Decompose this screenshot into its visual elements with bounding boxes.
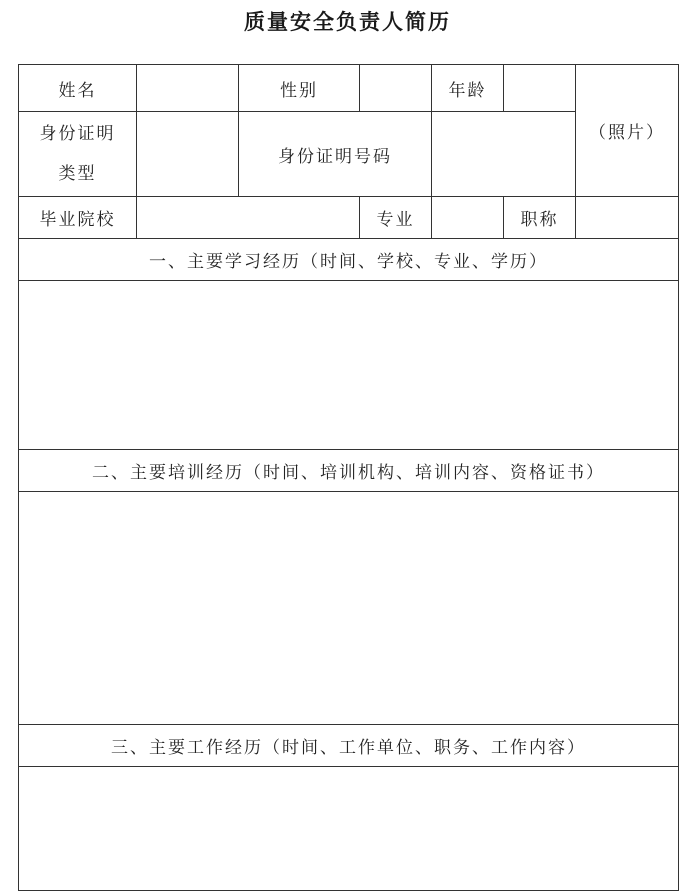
gender-field[interactable] xyxy=(360,65,432,112)
resume-form-table xyxy=(18,64,679,891)
page-title: 质量安全负责人简历 xyxy=(244,10,451,34)
id-type-label-line1: 身份证明 xyxy=(39,124,116,144)
education-header-row xyxy=(19,239,679,281)
education-section-header: 一、主要学习经历（时间、学校、专业、学历） xyxy=(19,239,679,281)
photo-cell[interactable] xyxy=(576,65,679,197)
id-type-field[interactable] xyxy=(137,112,239,197)
age-label: 年龄 xyxy=(432,65,504,112)
row-basic-info xyxy=(19,65,679,112)
work-section-header: 三、主要工作经历（时间、工作单位、职务、工作内容） xyxy=(19,725,679,767)
id-type-label-line2: 类型 xyxy=(58,164,97,184)
training-content-area[interactable] xyxy=(19,492,679,725)
training-header-row xyxy=(19,450,679,492)
education-content-area[interactable] xyxy=(19,281,679,450)
age-field[interactable] xyxy=(504,65,576,112)
title-label: 职称 xyxy=(504,197,576,239)
title-field[interactable] xyxy=(576,197,679,239)
work-content-area[interactable] xyxy=(19,767,679,891)
major-label: 专业 xyxy=(360,197,432,239)
school-field[interactable] xyxy=(137,197,360,239)
id-type-label xyxy=(19,112,137,197)
work-header-row xyxy=(19,725,679,767)
row-school-info xyxy=(19,197,679,239)
training-section-header: 二、主要培训经历（时间、培训机构、培训内容、资格证书） xyxy=(19,450,679,492)
education-content-row xyxy=(19,281,679,450)
work-content-row xyxy=(19,767,679,891)
id-number-field[interactable] xyxy=(432,112,576,197)
name-label: 姓名 xyxy=(19,65,137,112)
major-field[interactable] xyxy=(432,197,504,239)
photo-label: （照片） xyxy=(589,123,665,143)
name-field[interactable] xyxy=(137,65,239,112)
gender-label: 性别 xyxy=(239,65,360,112)
id-number-label: 身份证明号码 xyxy=(239,112,432,197)
training-content-row xyxy=(19,492,679,725)
school-label: 毕业院校 xyxy=(19,197,137,239)
